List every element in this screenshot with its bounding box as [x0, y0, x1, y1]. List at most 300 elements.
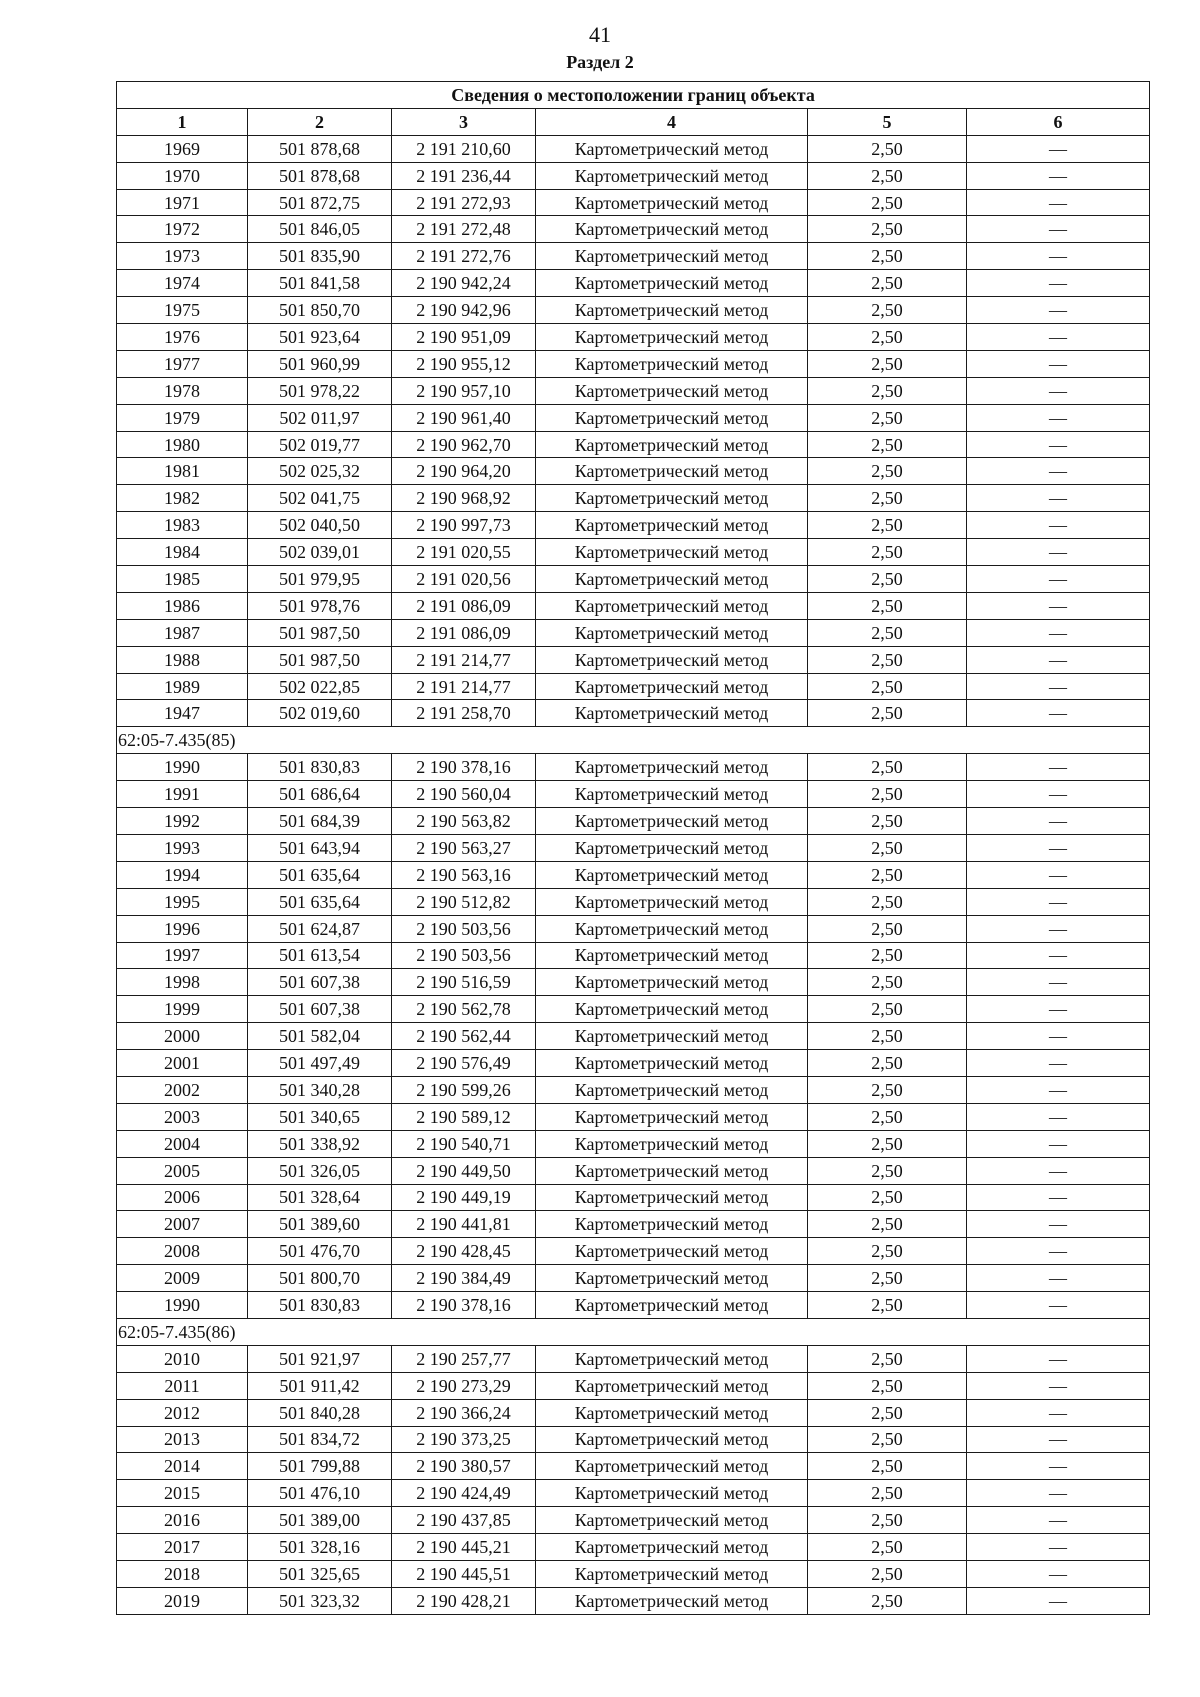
- accuracy: 2,50: [808, 1560, 967, 1587]
- determination-method: Картометрический метод: [536, 1157, 808, 1184]
- table-row: [117, 1292, 1150, 1319]
- determination-method: Картометрический метод: [536, 1453, 808, 1480]
- point-description: —: [967, 673, 1150, 700]
- determination-method: Картометрический метод: [536, 539, 808, 566]
- coordinate-y: 2 190 449,50: [392, 1157, 536, 1184]
- table-caption: Сведения о местоположении границ объекта: [117, 82, 1150, 109]
- coordinate-y: 2 190 380,57: [392, 1453, 536, 1480]
- point-number: 2000: [117, 1023, 248, 1050]
- table-row: [117, 1130, 1150, 1157]
- point-description: —: [967, 162, 1150, 189]
- determination-method: Картометрический метод: [536, 297, 808, 324]
- coordinate-y: 2 190 424,49: [392, 1480, 536, 1507]
- accuracy: 2,50: [808, 700, 967, 727]
- point-number: 1976: [117, 324, 248, 351]
- determination-method: Картометрический метод: [536, 834, 808, 861]
- coordinate-y: 2 191 236,44: [392, 162, 536, 189]
- point-number: 1980: [117, 431, 248, 458]
- determination-method: Картометрический метод: [536, 888, 808, 915]
- object-group-row: [117, 727, 1150, 754]
- point-number: 1998: [117, 969, 248, 996]
- table-row: [117, 1480, 1150, 1507]
- table-row: [117, 1076, 1150, 1103]
- point-description: —: [967, 1399, 1150, 1426]
- determination-method: Картометрический метод: [536, 1560, 808, 1587]
- accuracy: 2,50: [808, 915, 967, 942]
- coordinate-x: 501 841,58: [248, 270, 392, 297]
- point-description: —: [967, 888, 1150, 915]
- coordinate-x: 501 978,22: [248, 377, 392, 404]
- determination-method: Картометрический метод: [536, 512, 808, 539]
- coordinate-y: 2 190 562,44: [392, 1023, 536, 1050]
- table-row: [117, 592, 1150, 619]
- determination-method: Картометрический метод: [536, 1130, 808, 1157]
- accuracy: 2,50: [808, 1103, 967, 1130]
- point-description: —: [967, 1050, 1150, 1077]
- accuracy: 2,50: [808, 216, 967, 243]
- table-row: [117, 377, 1150, 404]
- coordinate-x: 501 911,42: [248, 1372, 392, 1399]
- point-number: 2015: [117, 1480, 248, 1507]
- coordinate-y: 2 190 445,51: [392, 1560, 536, 1587]
- point-number: 2019: [117, 1587, 248, 1614]
- point-number: 1977: [117, 350, 248, 377]
- point-description: —: [967, 458, 1150, 485]
- point-description: —: [967, 1345, 1150, 1372]
- table-row: [117, 1534, 1150, 1561]
- column-number: 3: [392, 108, 536, 135]
- point-description: —: [967, 1587, 1150, 1614]
- determination-method: Картометрический метод: [536, 1050, 808, 1077]
- table-row: [117, 162, 1150, 189]
- coordinate-x: 501 497,49: [248, 1050, 392, 1077]
- determination-method: Картометрический метод: [536, 700, 808, 727]
- point-number: 2006: [117, 1184, 248, 1211]
- accuracy: 2,50: [808, 135, 967, 162]
- coordinate-x: 501 613,54: [248, 942, 392, 969]
- point-number: 1969: [117, 135, 248, 162]
- point-number: 2012: [117, 1399, 248, 1426]
- accuracy: 2,50: [808, 270, 967, 297]
- point-number: 2004: [117, 1130, 248, 1157]
- accuracy: 2,50: [808, 1292, 967, 1319]
- determination-method: Картометрический метод: [536, 996, 808, 1023]
- point-number: 1972: [117, 216, 248, 243]
- coordinate-y: 2 190 512,82: [392, 888, 536, 915]
- accuracy: 2,50: [808, 1076, 967, 1103]
- point-description: —: [967, 1426, 1150, 1453]
- point-description: —: [967, 189, 1150, 216]
- point-description: —: [967, 1560, 1150, 1587]
- determination-method: Картометрический метод: [536, 216, 808, 243]
- point-number: 1983: [117, 512, 248, 539]
- point-description: —: [967, 1372, 1150, 1399]
- point-description: —: [967, 297, 1150, 324]
- point-description: —: [967, 1076, 1150, 1103]
- coordinate-y: 2 190 378,16: [392, 754, 536, 781]
- table-row: [117, 1211, 1150, 1238]
- coordinate-x: 501 328,64: [248, 1184, 392, 1211]
- coordinate-x: 501 476,70: [248, 1238, 392, 1265]
- point-number: 1981: [117, 458, 248, 485]
- determination-method: Картометрический метод: [536, 646, 808, 673]
- accuracy: 2,50: [808, 566, 967, 593]
- coordinate-y: 2 190 962,70: [392, 431, 536, 458]
- point-description: —: [967, 861, 1150, 888]
- table-row: [117, 700, 1150, 727]
- table-row: [117, 808, 1150, 835]
- coordinate-y: 2 190 942,96: [392, 297, 536, 324]
- point-description: —: [967, 243, 1150, 270]
- point-number: 2018: [117, 1560, 248, 1587]
- coordinate-y: 2 190 428,45: [392, 1238, 536, 1265]
- point-description: —: [967, 324, 1150, 351]
- table-row: [117, 861, 1150, 888]
- determination-method: Картометрический метод: [536, 566, 808, 593]
- coordinate-x: 501 686,64: [248, 781, 392, 808]
- accuracy: 2,50: [808, 1345, 967, 1372]
- coordinate-y: 2 190 441,81: [392, 1211, 536, 1238]
- coordinate-y: 2 190 449,19: [392, 1184, 536, 1211]
- coordinate-y: 2 190 563,16: [392, 861, 536, 888]
- determination-method: Картометрический метод: [536, 1507, 808, 1534]
- determination-method: Картометрический метод: [536, 350, 808, 377]
- determination-method: Картометрический метод: [536, 1292, 808, 1319]
- point-description: —: [967, 539, 1150, 566]
- coordinate-y: 2 190 437,85: [392, 1507, 536, 1534]
- point-number: 1974: [117, 270, 248, 297]
- coordinate-y: 2 190 957,10: [392, 377, 536, 404]
- point-description: —: [967, 1507, 1150, 1534]
- point-description: —: [967, 216, 1150, 243]
- coordinate-y: 2 190 503,56: [392, 915, 536, 942]
- coordinate-y: 2 190 366,24: [392, 1399, 536, 1426]
- table-row: [117, 969, 1150, 996]
- determination-method: Картометрический метод: [536, 404, 808, 431]
- determination-method: Картометрический метод: [536, 162, 808, 189]
- boundary-coordinates-table: [116, 81, 1150, 1615]
- coordinate-x: 501 800,70: [248, 1265, 392, 1292]
- coordinate-y: 2 190 563,82: [392, 808, 536, 835]
- accuracy: 2,50: [808, 431, 967, 458]
- coordinate-y: 2 190 257,77: [392, 1345, 536, 1372]
- coordinate-x: 501 834,72: [248, 1426, 392, 1453]
- coordinate-y: 2 191 020,56: [392, 566, 536, 593]
- determination-method: Картометрический метод: [536, 673, 808, 700]
- coordinate-x: 501 340,28: [248, 1076, 392, 1103]
- coordinate-y: 2 191 272,93: [392, 189, 536, 216]
- point-number: 1982: [117, 485, 248, 512]
- coordinate-y: 2 190 428,21: [392, 1587, 536, 1614]
- accuracy: 2,50: [808, 404, 967, 431]
- point-description: —: [967, 700, 1150, 727]
- accuracy: 2,50: [808, 969, 967, 996]
- coordinate-x: 501 872,75: [248, 189, 392, 216]
- determination-method: Картометрический метод: [536, 1480, 808, 1507]
- coordinate-y: 2 191 272,48: [392, 216, 536, 243]
- column-number: 2: [248, 108, 392, 135]
- point-description: —: [967, 592, 1150, 619]
- coordinate-x: 501 923,64: [248, 324, 392, 351]
- accuracy: 2,50: [808, 297, 967, 324]
- section-title: Раздел 2: [566, 52, 634, 72]
- determination-method: Картометрический метод: [536, 324, 808, 351]
- coordinate-x: 501 878,68: [248, 162, 392, 189]
- coordinate-x: 501 328,16: [248, 1534, 392, 1561]
- point-number: 1987: [117, 619, 248, 646]
- coordinate-x: 501 325,65: [248, 1560, 392, 1587]
- determination-method: Картометрический метод: [536, 942, 808, 969]
- table-row: [117, 673, 1150, 700]
- coordinate-y: 2 191 214,77: [392, 646, 536, 673]
- determination-method: Картометрический метод: [536, 808, 808, 835]
- table-row: [117, 404, 1150, 431]
- table-row: [117, 135, 1150, 162]
- point-description: —: [967, 834, 1150, 861]
- coordinate-y: 2 190 961,40: [392, 404, 536, 431]
- table-row: [117, 1265, 1150, 1292]
- coordinate-x: 501 338,92: [248, 1130, 392, 1157]
- point-description: —: [967, 350, 1150, 377]
- point-number: 1988: [117, 646, 248, 673]
- accuracy: 2,50: [808, 162, 967, 189]
- determination-method: Картометрический метод: [536, 1372, 808, 1399]
- accuracy: 2,50: [808, 1211, 967, 1238]
- coordinate-y: 2 190 997,73: [392, 512, 536, 539]
- object-cadastral-label: 62:05-7.435(86): [117, 1318, 1150, 1345]
- coordinate-y: 2 190 563,27: [392, 834, 536, 861]
- table-row: [117, 324, 1150, 351]
- point-description: —: [967, 1534, 1150, 1561]
- accuracy: 2,50: [808, 1023, 967, 1050]
- table-row: [117, 1372, 1150, 1399]
- determination-method: Картометрический метод: [536, 1534, 808, 1561]
- table-row: [117, 1184, 1150, 1211]
- table-row: [117, 1426, 1150, 1453]
- determination-method: Картометрический метод: [536, 969, 808, 996]
- point-description: —: [967, 1157, 1150, 1184]
- coordinate-y: 2 190 378,16: [392, 1292, 536, 1319]
- coordinate-x: 502 040,50: [248, 512, 392, 539]
- coordinate-y: 2 191 020,55: [392, 539, 536, 566]
- accuracy: 2,50: [808, 539, 967, 566]
- accuracy: 2,50: [808, 861, 967, 888]
- point-description: —: [967, 969, 1150, 996]
- coordinate-x: 502 011,97: [248, 404, 392, 431]
- point-number: 1986: [117, 592, 248, 619]
- accuracy: 2,50: [808, 1453, 967, 1480]
- table-row: [117, 243, 1150, 270]
- table-row: [117, 754, 1150, 781]
- column-number: 6: [967, 108, 1150, 135]
- accuracy: 2,50: [808, 1426, 967, 1453]
- coordinate-x: 501 340,65: [248, 1103, 392, 1130]
- accuracy: 2,50: [808, 1372, 967, 1399]
- point-number: 1999: [117, 996, 248, 1023]
- table-row: [117, 297, 1150, 324]
- point-description: —: [967, 619, 1150, 646]
- table-row: [117, 619, 1150, 646]
- table-row: [117, 646, 1150, 673]
- determination-method: Картометрический метод: [536, 1211, 808, 1238]
- accuracy: 2,50: [808, 1480, 967, 1507]
- page-number: 41: [589, 22, 611, 47]
- determination-method: Картометрический метод: [536, 1103, 808, 1130]
- table-row: [117, 888, 1150, 915]
- coordinate-y: 2 190 955,12: [392, 350, 536, 377]
- coordinate-x: 501 582,04: [248, 1023, 392, 1050]
- accuracy: 2,50: [808, 1534, 967, 1561]
- point-description: —: [967, 1211, 1150, 1238]
- point-description: —: [967, 1480, 1150, 1507]
- point-description: —: [967, 754, 1150, 781]
- point-number: 1994: [117, 861, 248, 888]
- point-description: —: [967, 1103, 1150, 1130]
- point-number: 1975: [117, 297, 248, 324]
- accuracy: 2,50: [808, 646, 967, 673]
- determination-method: Картометрический метод: [536, 135, 808, 162]
- determination-method: Картометрический метод: [536, 781, 808, 808]
- accuracy: 2,50: [808, 808, 967, 835]
- point-description: —: [967, 404, 1150, 431]
- point-number: 1970: [117, 162, 248, 189]
- point-number: 2010: [117, 1345, 248, 1372]
- coordinate-x: 502 019,60: [248, 700, 392, 727]
- point-description: —: [967, 781, 1150, 808]
- accuracy: 2,50: [808, 1265, 967, 1292]
- point-number: 1993: [117, 834, 248, 861]
- coordinate-x: 501 978,76: [248, 592, 392, 619]
- coordinate-x: 501 850,70: [248, 297, 392, 324]
- accuracy: 2,50: [808, 458, 967, 485]
- coordinate-y: 2 190 384,49: [392, 1265, 536, 1292]
- accuracy: 2,50: [808, 888, 967, 915]
- determination-method: Картометрический метод: [536, 1587, 808, 1614]
- point-number: 2008: [117, 1238, 248, 1265]
- coordinate-y: 2 190 942,24: [392, 270, 536, 297]
- determination-method: Картометрический метод: [536, 243, 808, 270]
- point-number: 1991: [117, 781, 248, 808]
- table-row: [117, 1453, 1150, 1480]
- accuracy: 2,50: [808, 1157, 967, 1184]
- point-number: 1978: [117, 377, 248, 404]
- table-row: [117, 189, 1150, 216]
- coordinate-x: 502 019,77: [248, 431, 392, 458]
- point-description: —: [967, 135, 1150, 162]
- coordinate-x: 501 607,38: [248, 996, 392, 1023]
- coordinate-x: 501 830,83: [248, 754, 392, 781]
- point-number: 2003: [117, 1103, 248, 1130]
- coordinate-x: 501 323,32: [248, 1587, 392, 1614]
- table-row: [117, 781, 1150, 808]
- point-description: —: [967, 270, 1150, 297]
- point-number: 2005: [117, 1157, 248, 1184]
- coordinate-y: 2 190 503,56: [392, 942, 536, 969]
- coordinate-x: 501 607,38: [248, 969, 392, 996]
- table-row: [117, 539, 1150, 566]
- table-row: [117, 216, 1150, 243]
- point-number: 1979: [117, 404, 248, 431]
- point-description: —: [967, 566, 1150, 593]
- point-number: 2002: [117, 1076, 248, 1103]
- point-number: 1990: [117, 754, 248, 781]
- point-number: 2007: [117, 1211, 248, 1238]
- determination-method: Картометрический метод: [536, 619, 808, 646]
- accuracy: 2,50: [808, 754, 967, 781]
- accuracy: 2,50: [808, 996, 967, 1023]
- accuracy: 2,50: [808, 781, 967, 808]
- coordinate-x: 501 830,83: [248, 1292, 392, 1319]
- accuracy: 2,50: [808, 673, 967, 700]
- point-number: 2011: [117, 1372, 248, 1399]
- table-row: [117, 350, 1150, 377]
- point-description: —: [967, 485, 1150, 512]
- point-description: —: [967, 942, 1150, 969]
- accuracy: 2,50: [808, 1587, 967, 1614]
- accuracy: 2,50: [808, 512, 967, 539]
- point-number: 1984: [117, 539, 248, 566]
- table-row: [117, 1103, 1150, 1130]
- coordinate-x: 501 835,90: [248, 243, 392, 270]
- coordinate-x: 501 987,50: [248, 646, 392, 673]
- point-description: —: [967, 808, 1150, 835]
- coordinate-y: 2 191 086,09: [392, 619, 536, 646]
- point-number: 2013: [117, 1426, 248, 1453]
- object-cadastral-label: 62:05-7.435(85): [117, 727, 1150, 754]
- coordinate-x: 501 643,94: [248, 834, 392, 861]
- coordinate-x: 502 025,32: [248, 458, 392, 485]
- table-row: [117, 1507, 1150, 1534]
- coordinate-x: 501 389,00: [248, 1507, 392, 1534]
- table-row: [117, 1238, 1150, 1265]
- determination-method: Картометрический метод: [536, 1184, 808, 1211]
- point-number: 1996: [117, 915, 248, 942]
- coordinate-x: 501 635,64: [248, 861, 392, 888]
- coordinate-x: 501 799,88: [248, 1453, 392, 1480]
- point-description: —: [967, 377, 1150, 404]
- column-number: 4: [536, 108, 808, 135]
- coordinate-y: 2 190 273,29: [392, 1372, 536, 1399]
- coordinate-y: 2 190 968,92: [392, 485, 536, 512]
- coordinate-y: 2 191 258,70: [392, 700, 536, 727]
- determination-method: Картометрический метод: [536, 377, 808, 404]
- coordinate-x: 501 987,50: [248, 619, 392, 646]
- determination-method: Картометрический метод: [536, 1076, 808, 1103]
- coordinate-y: 2 190 373,25: [392, 1426, 536, 1453]
- table-row: [117, 458, 1150, 485]
- table-row: [117, 1050, 1150, 1077]
- point-description: —: [967, 1292, 1150, 1319]
- determination-method: Картометрический метод: [536, 431, 808, 458]
- determination-method: Картометрический метод: [536, 861, 808, 888]
- coordinate-x: 501 326,05: [248, 1157, 392, 1184]
- table-row: [117, 512, 1150, 539]
- coordinate-x: 501 389,60: [248, 1211, 392, 1238]
- accuracy: 2,50: [808, 619, 967, 646]
- point-number: 2009: [117, 1265, 248, 1292]
- coordinate-x: 501 635,64: [248, 888, 392, 915]
- point-description: —: [967, 512, 1150, 539]
- accuracy: 2,50: [808, 1507, 967, 1534]
- point-description: —: [967, 431, 1150, 458]
- point-number: 1973: [117, 243, 248, 270]
- table-caption-row: [117, 82, 1150, 109]
- point-number: 1992: [117, 808, 248, 835]
- table-row: [117, 270, 1150, 297]
- point-number: 1971: [117, 189, 248, 216]
- point-description: —: [967, 1238, 1150, 1265]
- point-number: 2014: [117, 1453, 248, 1480]
